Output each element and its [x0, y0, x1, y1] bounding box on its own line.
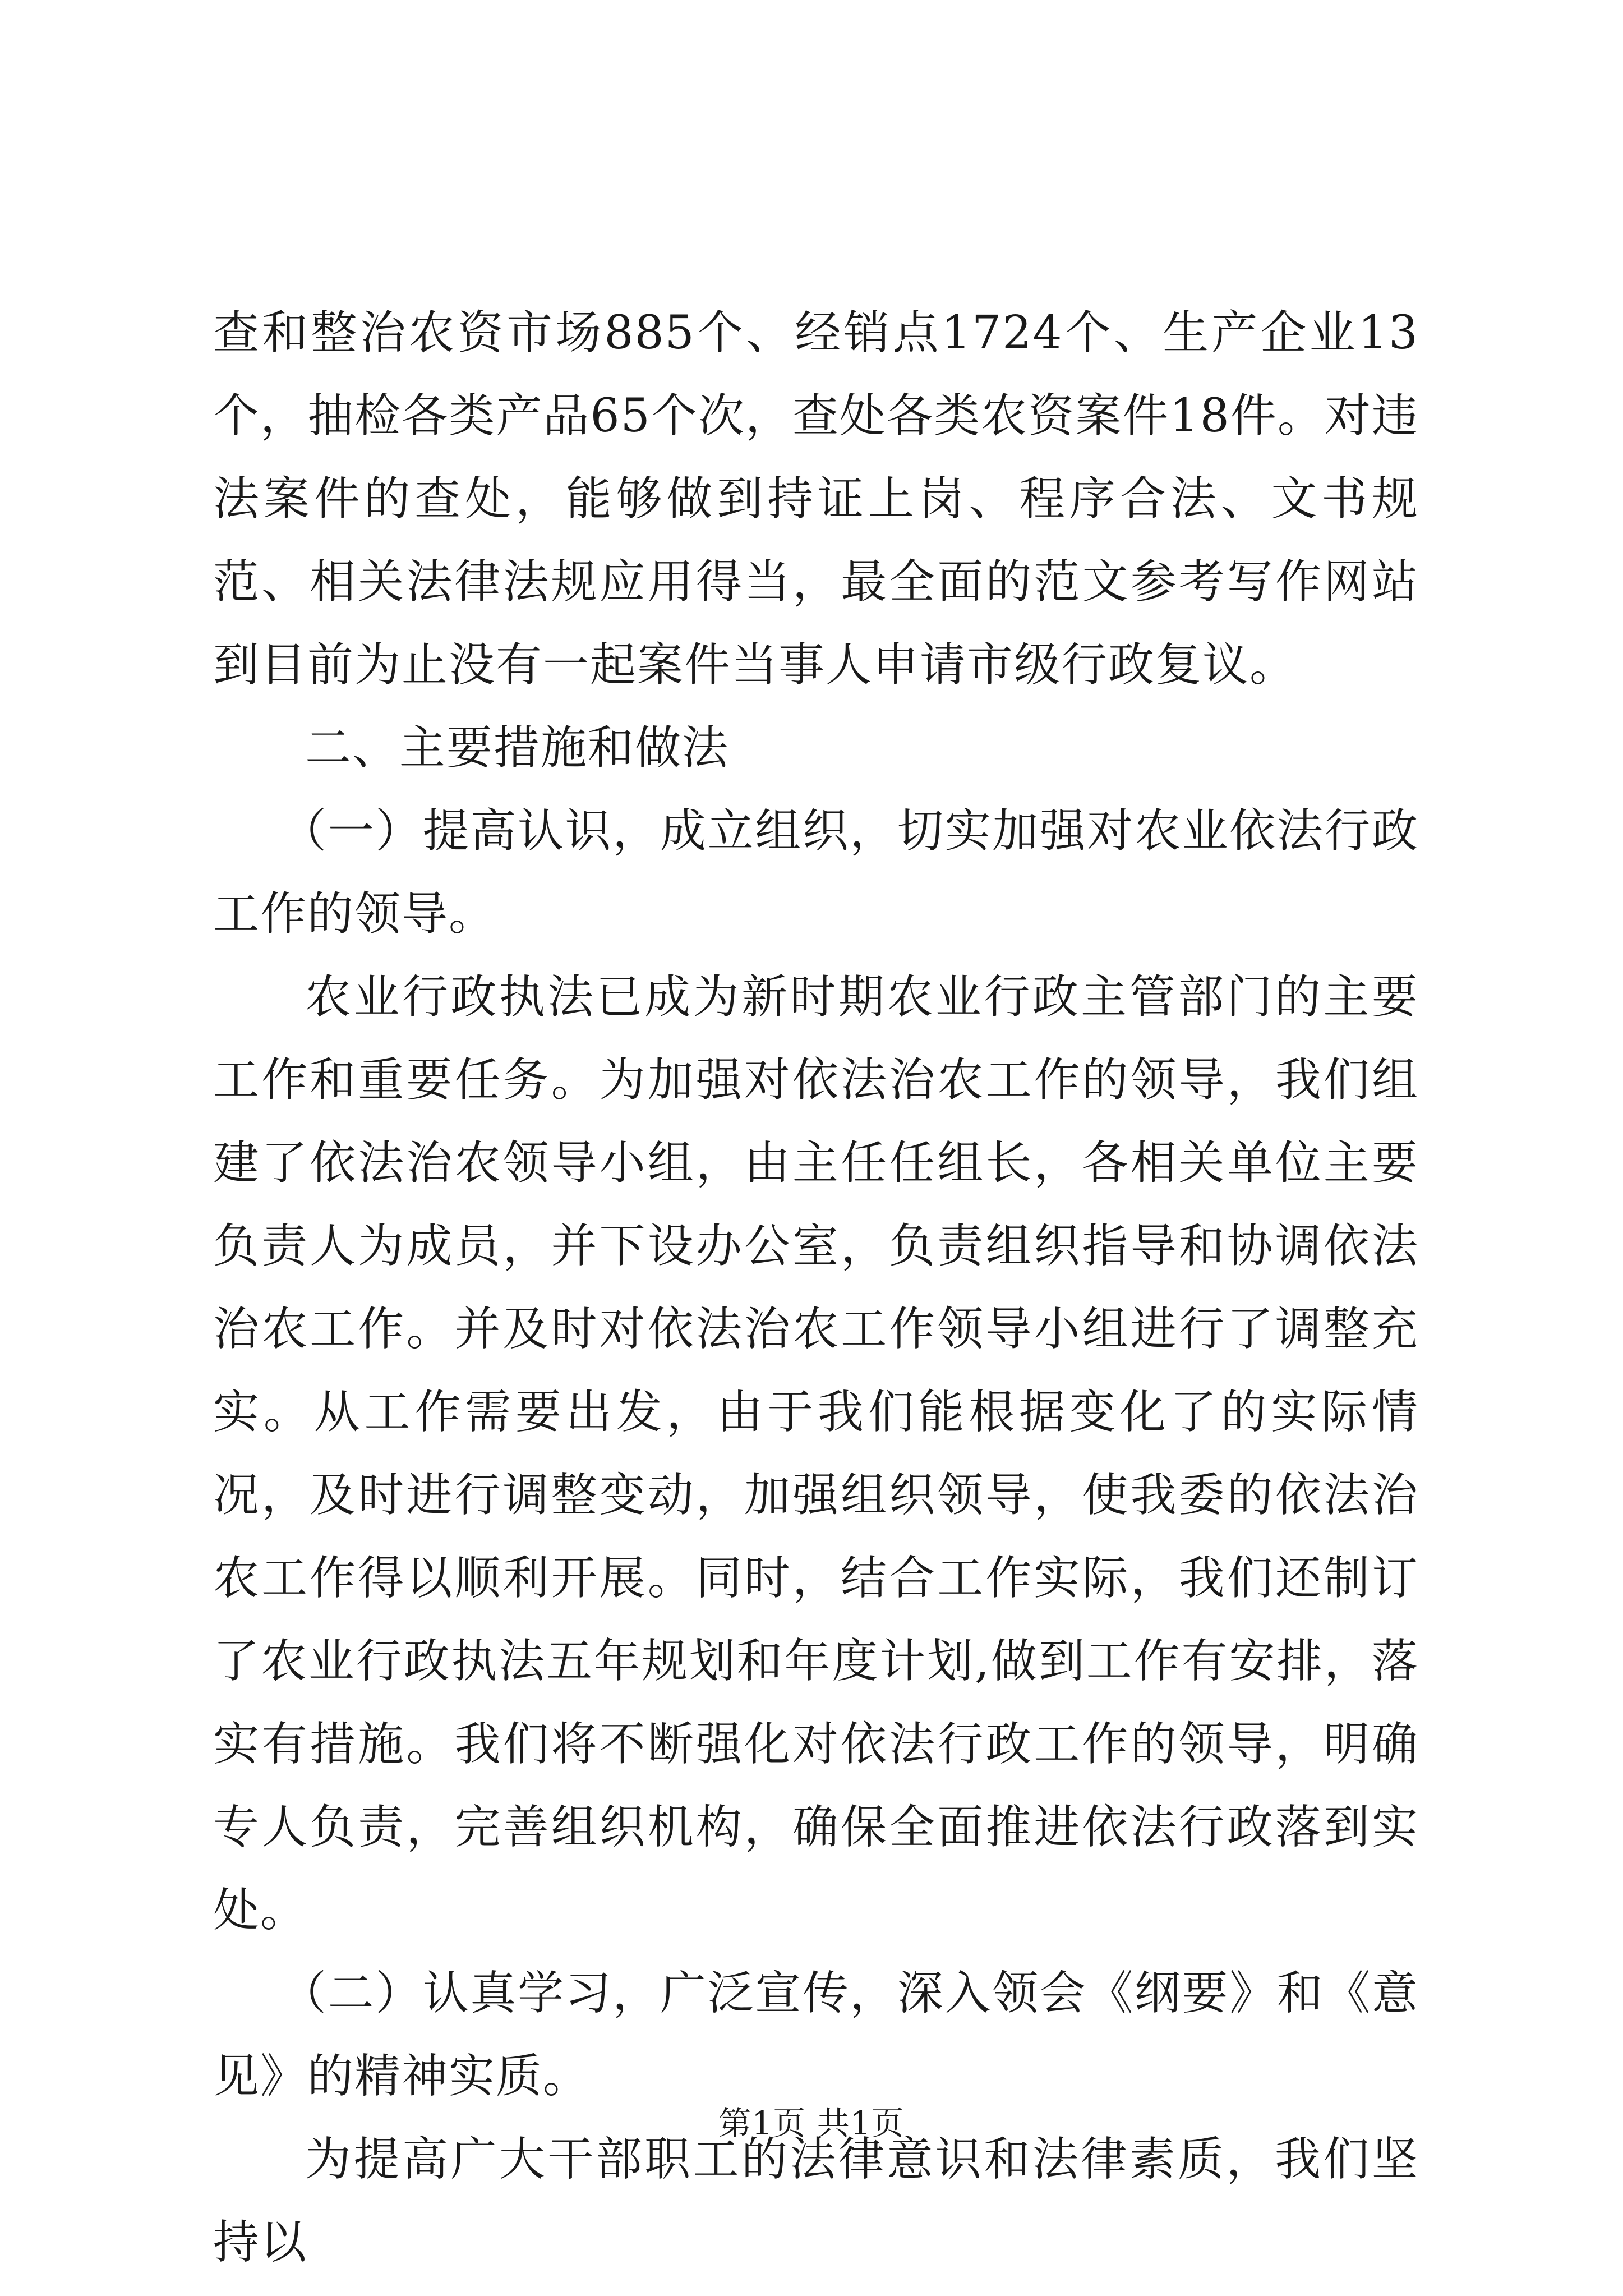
section-heading-main-measures: 二、主要措施和做法 [305, 721, 730, 775]
paragraph-legal-awareness: 为提高广大干部职工的法律意识和法律素质，我们坚持以 [213, 2133, 1419, 2269]
paragraph-leadership: 农业行政执法已成为新时期农业行政主管部门的主要工作和重要任务。为加强对依法治农工作的领导，我们组建了依法治农领导小组，由主任任组长，各相关单位主要负责人为成员，并下设办公室，负责组织指导和协调依法治农工作。并及时对依法治农工作领导小组进行了调整充实。从工作需要出发，由于我们能根据变化了的实际情况，及时进行调整变动，加强组织领导，使我委的依法治农工作得以顺利开展。同时，结合工作实际，我们还制订了农业行政执法五年规划和年度计划,做到工作有安排，落实有措施。我们将不断强化对依法行政工作的领导，明确专人负责，完善组织机构，确保全面推进依法行政落到实处。 [213, 970, 1419, 1937]
document-body [213, 292, 1419, 2284]
subsection-heading-2: （二）认真学习，广泛宣传，深入领会《纲要》和《意见》的精神实质。 [213, 1967, 1419, 2103]
page-footer: 第1页 共1页 [718, 2104, 905, 2142]
paragraph-inspection-results: 查和整治农资市场885个、经销点1724个、生产企业13个，抽检各类产品65个次，查处各类农资案件18件。对违法案件的查处，能够做到持证上岗、程序合法、文书规范、相关法律法规应用得当，最全面的范文参考写作网站到目前为止没有一起案件当事人申请市级行政复议。 [213, 306, 1419, 692]
subsection-heading-1: （一）提高认识，成立组织，切实加强对农业依法行政工作的领导。 [213, 804, 1419, 941]
